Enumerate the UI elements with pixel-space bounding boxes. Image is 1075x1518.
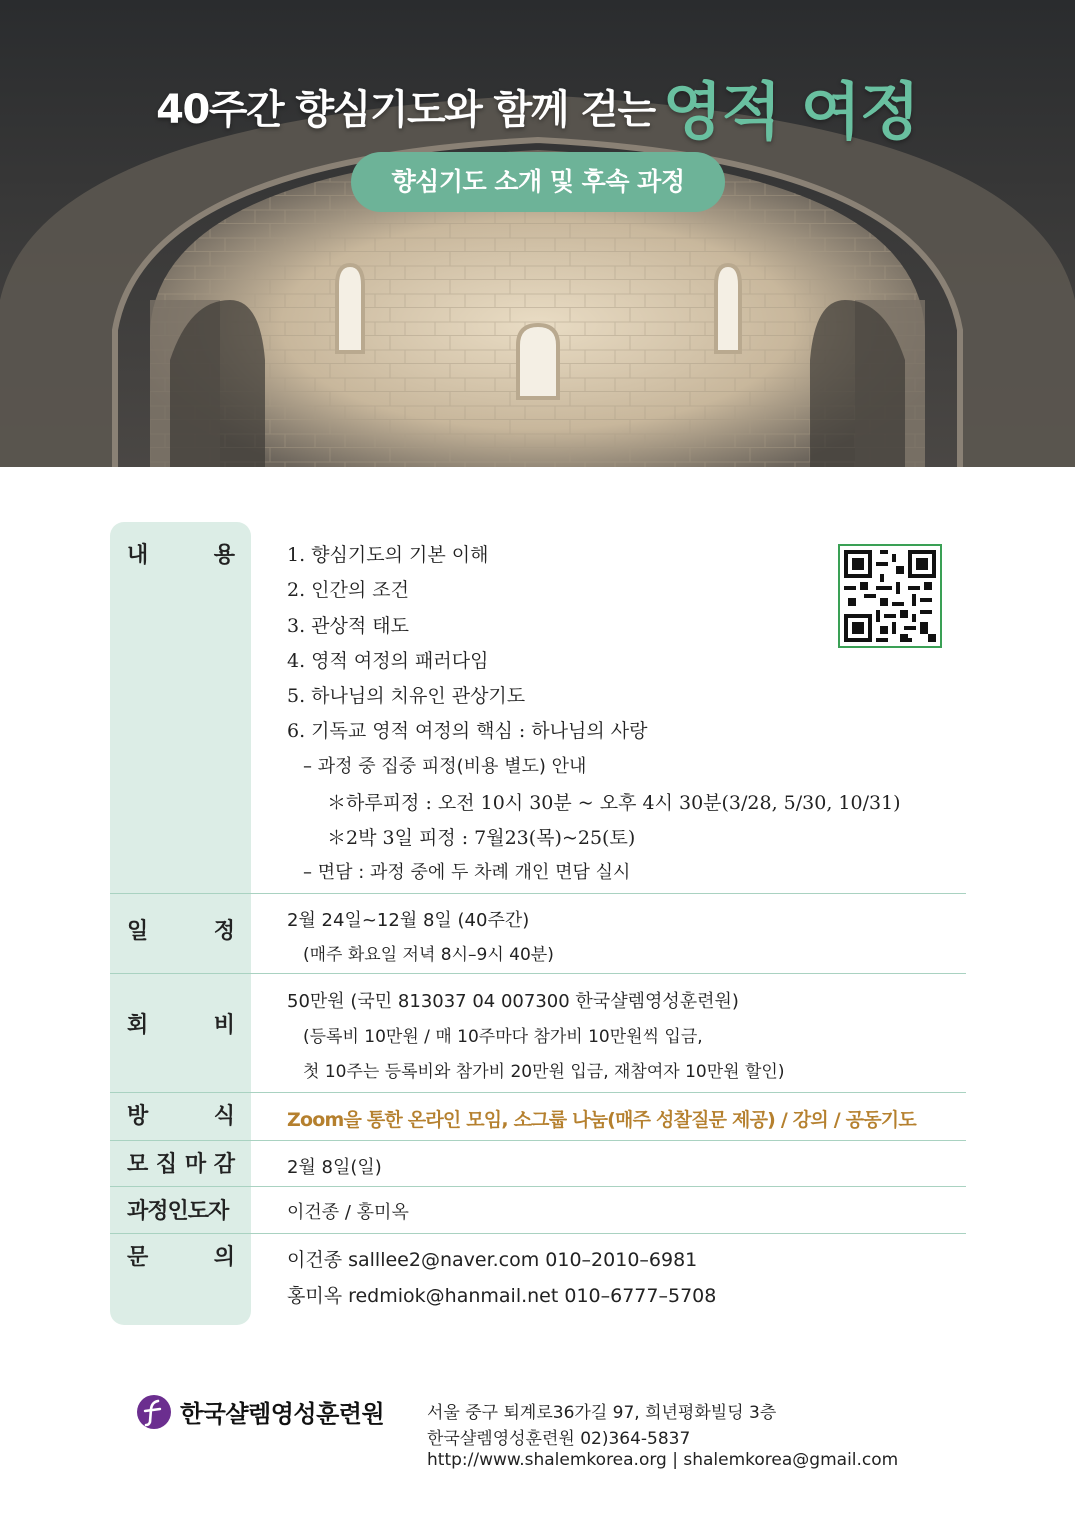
label-char: 식: [213, 1104, 235, 1129]
content-item: 2. 인간의 조건: [287, 579, 409, 601]
label-char: 회: [127, 1013, 149, 1038]
inquiry-line1: 이건종 salllee2@naver.com 010–2010–6981: [287, 1249, 698, 1271]
label-char: 일: [127, 919, 149, 944]
method-text: Zoom을 통한 온라인 모임, 소그룹 나눔(매주 성찰질문 제공) / 강의 / 공동기도: [287, 1109, 916, 1131]
subtitle-pill: 향심기도 소개 및 후속 과정: [351, 152, 725, 212]
label-deadline: [127, 1147, 235, 1178]
row-divider: [110, 1233, 966, 1234]
label-schedule: [127, 914, 235, 945]
label-char: 모: [127, 1152, 149, 1177]
schedule-line1: 2월 24일~12월 8일 (40주간): [287, 910, 530, 931]
retreat-2n3d: ＊2박 3일 피정 : 7월23(목)~25(토): [327, 827, 636, 849]
label-char: 문: [127, 1245, 149, 1270]
footer-phone: 한국샬렘영성훈련원 02)364-5837: [427, 1429, 691, 1449]
label-char: 용: [213, 543, 235, 568]
leader-text: 이건종 / 홍미옥: [287, 1202, 409, 1223]
hero-banner: [0, 0, 1075, 467]
content-item: 6. 기독교 영적 여정의 핵심 : 하나님의 사랑: [287, 720, 648, 742]
content-item: 4. 영적 여정의 패러다임: [287, 650, 489, 672]
content-item: 5. 하나님의 치유인 관상기도: [287, 685, 526, 707]
interview: – 면담 : 과정 중에 두 차례 개인 면담 실시: [303, 862, 631, 883]
row-divider: [110, 893, 966, 894]
label-char: 방: [127, 1104, 149, 1129]
hero-title: [0, 62, 1075, 151]
shalem-logo-icon: [136, 1394, 172, 1430]
label-char: 의: [213, 1245, 235, 1270]
row-divider: [110, 973, 966, 974]
label-char: 비: [213, 1013, 235, 1038]
label-fee: [127, 1008, 235, 1039]
deadline-text: 2월 8일(일): [287, 1157, 382, 1178]
retreat-day: ＊하루피정 : 오전 10시 30분 ~ 오후 4시 30분(3/28, 5/30, 10/31): [327, 792, 901, 814]
retreat-intro: – 과정 중 집중 피정(비용 별도) 안내: [303, 756, 587, 777]
footer-web[interactable]: http://www.shalemkorea.org | shalemkorea@gmail.com: [427, 1450, 899, 1470]
row-divider: [110, 1092, 966, 1093]
label-leader: [127, 1194, 235, 1225]
org-name: 한국샬렘영성훈련원: [180, 1400, 385, 1428]
title-main-text: 40주간 향심기도와 함께 걷는: [156, 87, 655, 133]
row-divider: [110, 1186, 966, 1187]
label-inquiry: [127, 1240, 235, 1271]
label-content: [127, 538, 235, 569]
label-text: 과정인도자: [127, 1199, 229, 1224]
label-char: 감: [213, 1152, 235, 1177]
row-divider: [110, 1140, 966, 1141]
content-item: 1. 향심기도의 기본 이해: [287, 544, 489, 566]
title-accent-text: 영적 여정: [662, 75, 919, 148]
label-char: 마: [184, 1152, 207, 1177]
label-char: 정: [213, 919, 235, 944]
schedule-line2: (매주 화요일 저녁 8시–9시 40분): [303, 945, 554, 965]
qr-code-icon: [840, 546, 940, 646]
fee-line2: (등록비 10만원 / 매 10주마다 참가비 10만원씩 입금,: [303, 1027, 703, 1047]
label-char: 내: [127, 543, 149, 568]
qr-code[interactable]: [838, 544, 942, 648]
footer-address: 서울 중구 퇴계로36가길 97, 희년평화빌딩 3층: [427, 1403, 777, 1423]
content-item: 3. 관상적 태도: [287, 615, 409, 637]
fee-line3: 첫 10주는 등록비와 참가비 20만원 입금, 재참여자 10만원 할인): [303, 1062, 785, 1082]
label-char: 집: [155, 1152, 178, 1177]
inquiry-line2: 홍미옥 redmiok@hanmail.net 010–6777–5708: [287, 1285, 717, 1307]
fee-line1: 50만원 (국민 813037 04 007300 한국샬렘영성훈련원): [287, 991, 739, 1012]
label-method: [127, 1099, 235, 1130]
